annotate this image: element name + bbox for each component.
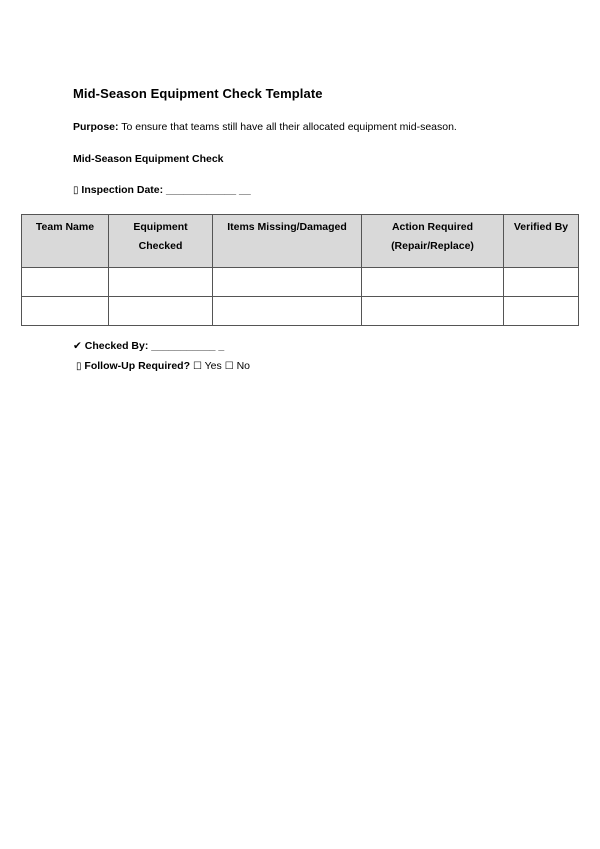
table-cell[interactable] [22,268,109,297]
checkmark-icon: ✔ [73,340,82,352]
header-equipment-checked: Equipment Checked [109,215,213,268]
table-row [22,268,579,297]
header-verified-by: Verified By [504,215,579,268]
inspection-date-label: Inspection Date: [78,184,167,196]
table-cell[interactable] [504,268,579,297]
no-checkbox[interactable]: ☐ [224,361,234,372]
inspection-date-line [73,184,251,196]
table-cell[interactable] [213,297,362,326]
purpose-statement [73,121,457,133]
table-row [22,297,579,326]
inspection-date-blank[interactable]: ____________ __ [166,184,251,196]
purpose-label: Purpose: [73,121,119,133]
follow-up-line [76,360,250,372]
table-cell[interactable] [362,297,504,326]
yes-checkbox[interactable]: ☐ [192,361,202,372]
table-cell[interactable] [504,297,579,326]
page-title: Mid-Season Equipment Check Template [73,86,323,101]
inspection-box-icon: ▯ [73,185,79,196]
checked-by-line [73,340,224,352]
no-label: No [233,360,250,372]
yes-label: Yes [201,360,225,372]
table-cell[interactable] [362,268,504,297]
checked-by-label: Checked By: [81,340,152,352]
section-heading: Mid-Season Equipment Check [73,153,224,165]
checked-by-blank[interactable]: ___________ _ [151,340,225,352]
table-header-row [22,215,579,268]
equipment-check-table [21,214,579,326]
header-items-missing-damaged: Items Missing/Damaged [213,215,362,268]
follow-up-box-icon: ▯ [76,361,82,372]
header-action-required: Action Required (Repair/Replace) [362,215,504,268]
follow-up-label: Follow-Up Required? [81,360,191,372]
table-cell[interactable] [213,268,362,297]
purpose-text: To ensure that teams still have all their allocated equipment mid-season. [118,121,457,133]
header-team-name: Team Name [22,215,109,268]
table-cell[interactable] [22,297,109,326]
table-cell[interactable] [109,297,213,326]
table-cell[interactable] [109,268,213,297]
